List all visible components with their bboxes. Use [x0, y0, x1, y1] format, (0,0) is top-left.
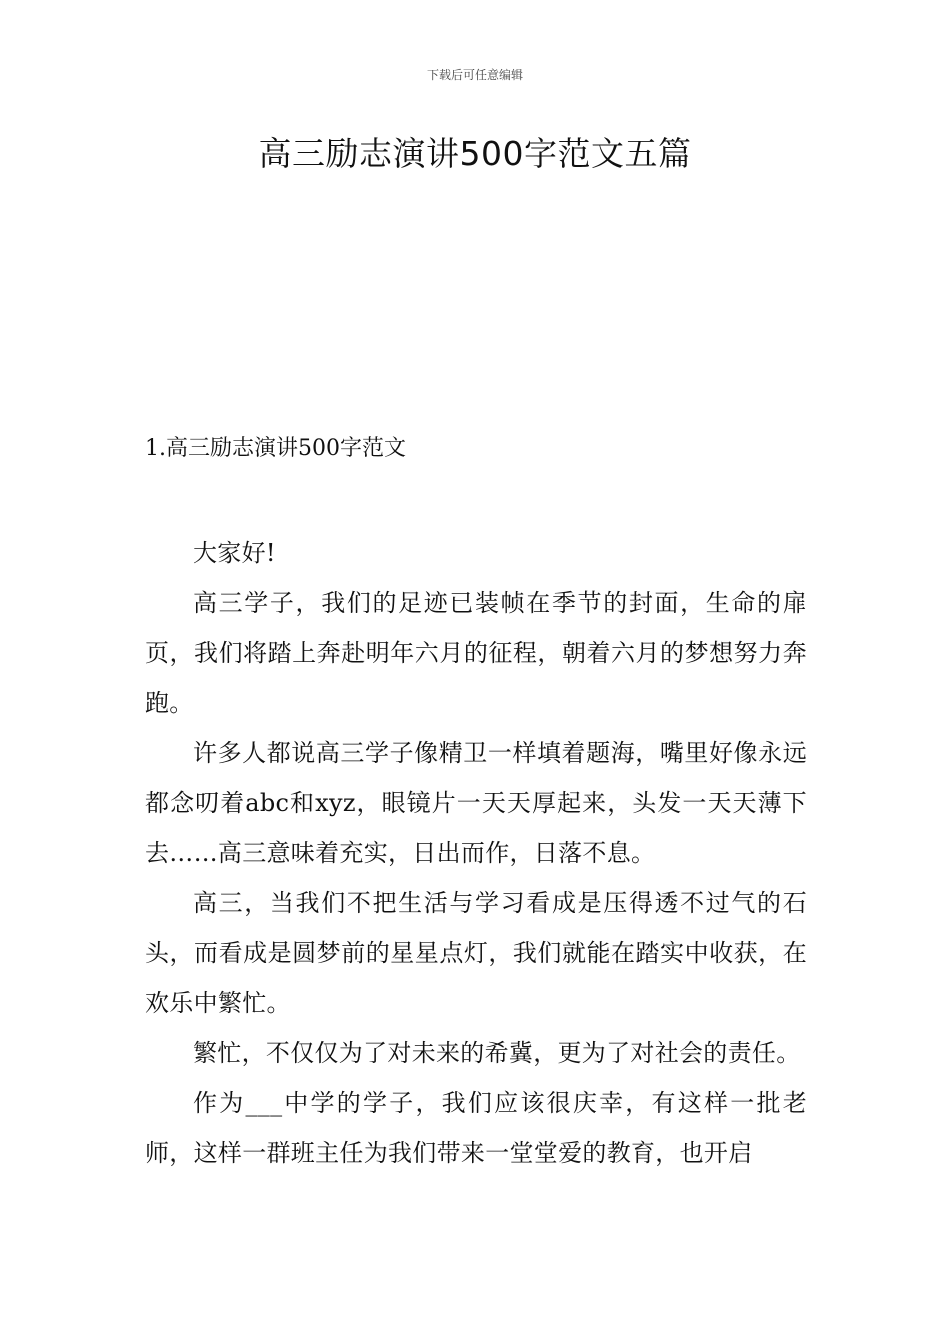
paragraph: 繁忙，不仅仅为了对未来的希冀，更为了对社会的责任。: [193, 1039, 801, 1067]
section-heading: 1.高三励志演讲500字范文: [145, 436, 406, 461]
paragraph: 高三学子，我们的足迹已装帧在季节的封面，生命的扉页，我们将踏上奔赴明年六月的征程，朝着六月的梦想努力奔跑。: [145, 589, 807, 717]
paragraph: 许多人都说高三学子像精卫一样填着题海，嘴里好像永远都念叨着abc和xyz，眼镜片一天天厚起来，头发一天天薄下去……高三意味着充实，日出而作，日落不息。: [145, 739, 807, 867]
paragraph-greeting: 大家好!: [193, 539, 276, 567]
paragraph: 高三，当我们不把生活与学习看成是压得透不过气的石头，而看成是圆梦前的星星点灯，我们就能在踏实中收获，在欢乐中繁忙。: [145, 889, 807, 1017]
header-note: 下载后可任意编辑: [426, 68, 523, 82]
document-title: 高三励志演讲500字范文五篇: [258, 134, 692, 173]
paragraph: 作为___中学的学子，我们应该很庆幸，有这样一批老师，这样一群班主任为我们带来一堂堂爱的教育，也开启: [145, 1089, 807, 1167]
body-text: [145, 528, 807, 1178]
